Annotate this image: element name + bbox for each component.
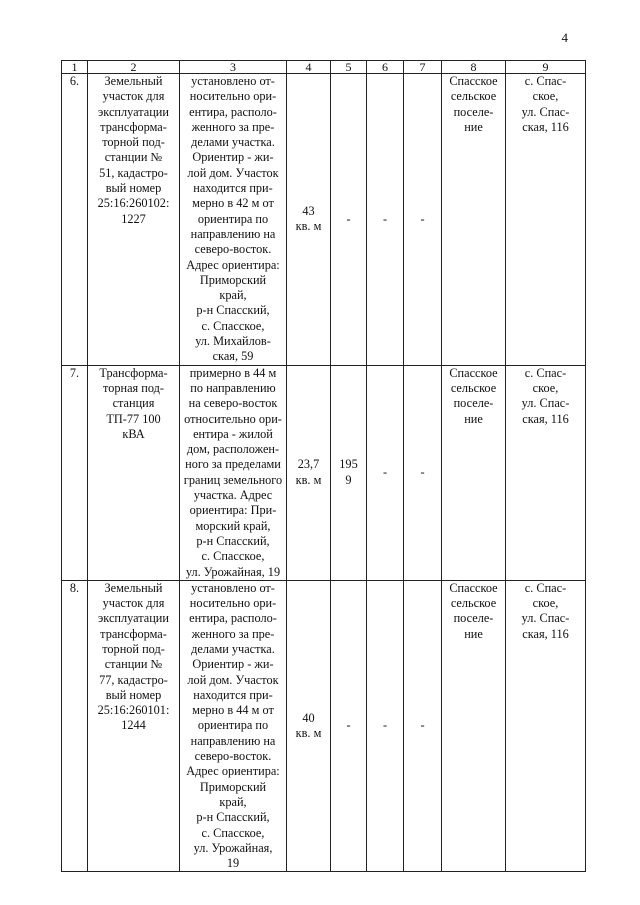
object-name: Земельный участок для эксплуатации трансформа- торной под- станции № 77, кадастро- вый номер 25:16:260101: 1244 — [88, 580, 180, 872]
table-row — [62, 365, 586, 580]
col6-value: - — [367, 74, 404, 366]
owner-address: с. Спас- ское, ул. Спас- ская, 116 — [506, 580, 586, 872]
table-row — [62, 74, 586, 366]
object-location: примерно в 44 м по направлению на северо-восток относительно ори- ентира - жилой дом, расположен- ного за пределами границ земельного участка. Адрес ориентира: При- морский край, р-н Спасский, с. Спасское, ул. Урожайная, 19 — [180, 365, 287, 580]
settlement-name: Спасское сельское поселе- ние — [442, 580, 506, 872]
object-location: установлено от- носительно ори- ентира, располо- женного за пре- делами участка. Ориентир - жи- лой дом. Участок находится при- мерно в 44 м от ориентира по направлению на северо-восток. Адрес ориентира: Приморский край, р-н Спасский, с. Спасское, ул. Урожайная, 19 — [180, 580, 287, 872]
register-table — [61, 60, 586, 872]
object-name: Трансформа- торная под- станция ТП-77 100 кВА — [88, 365, 180, 580]
row-number: 8. — [62, 580, 88, 872]
header-row — [62, 61, 586, 74]
header-cell: 1 — [62, 61, 88, 74]
object-area: 43 кв. м — [287, 74, 331, 366]
header-cell: 7 — [404, 61, 442, 74]
row-number: 7. — [62, 365, 88, 580]
header-cell: 9 — [506, 61, 586, 74]
header-cell: 4 — [287, 61, 331, 74]
object-area: 23,7 кв. м — [287, 365, 331, 580]
col6-value: - — [367, 580, 404, 872]
object-location: установлено от- носительно ори- ентира, располо- женного за пре- делами участка. Ориентир - жи- лой дом. Участок находится при- мерно в 42 м от ориентира по направлению на северо-восток. Адрес ориентира: Приморский край, р-н Спасский, с. Спасское, ул. Михайлов- ская, 59 — [180, 74, 287, 366]
object-area: 40 кв. м — [287, 580, 331, 872]
col6-value: - — [367, 365, 404, 580]
row-number: 6. — [62, 74, 88, 366]
header-cell: 3 — [180, 61, 287, 74]
settlement-name: Спасское сельское поселе- ние — [442, 365, 506, 580]
object-name: Земельный участок для эксплуатации трансформа- торной под- станции № 51, кадастро- вый номер 25:16:260102: 1227 — [88, 74, 180, 366]
owner-address: с. Спас- ское, ул. Спас- ская, 116 — [506, 365, 586, 580]
col5-value: 195 9 — [331, 365, 367, 580]
owner-address: с. Спас- ское, ул. Спас- ская, 116 — [506, 74, 586, 366]
col7-value: - — [404, 365, 442, 580]
col7-value: - — [404, 580, 442, 872]
header-cell: 8 — [442, 61, 506, 74]
settlement-name: Спасское сельское поселе- ние — [442, 74, 506, 366]
col5-value: - — [331, 74, 367, 366]
col7-value: - — [404, 74, 442, 366]
header-cell: 6 — [367, 61, 404, 74]
header-cell: 2 — [88, 61, 180, 74]
page-number: 4 — [561, 30, 568, 45]
col5-value: - — [331, 580, 367, 872]
header-cell: 5 — [331, 61, 367, 74]
table-row — [62, 580, 586, 872]
